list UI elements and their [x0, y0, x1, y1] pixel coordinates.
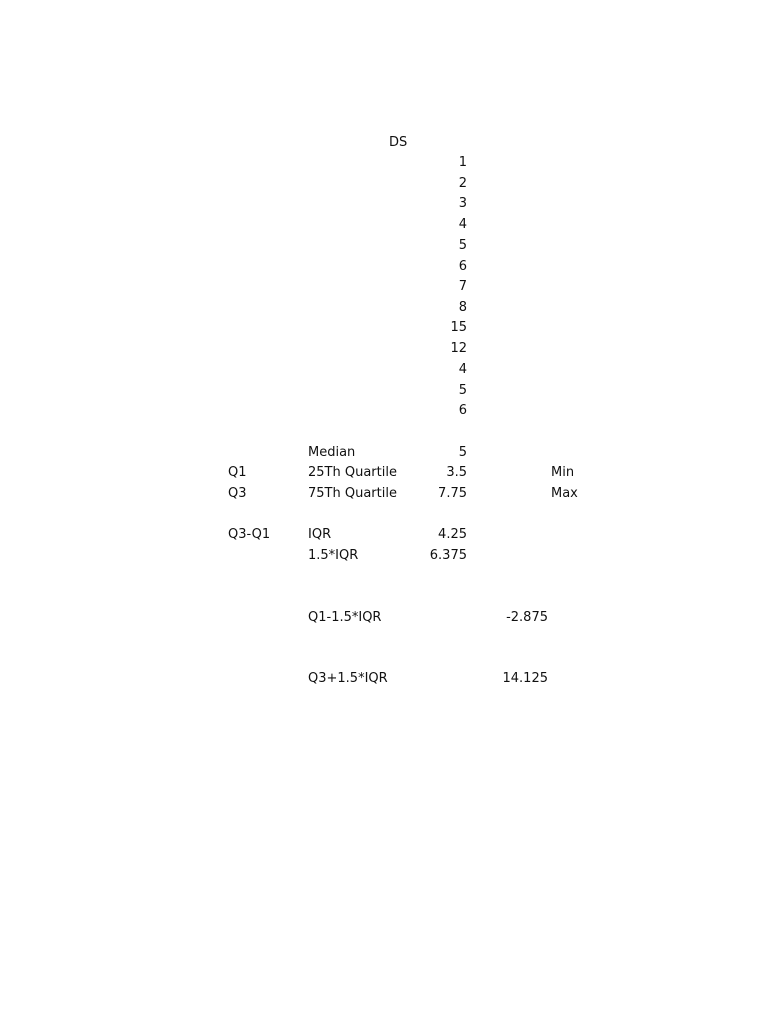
lower-fence-value: -2.875	[506, 610, 548, 625]
data-cell: 7	[458, 279, 467, 294]
iqr15-value: 6.375	[429, 548, 467, 563]
data-row	[0, 236, 768, 256]
q3-short-label: Q3	[228, 486, 247, 501]
data-row	[0, 277, 768, 297]
q3-label: 75Th Quartile	[308, 486, 397, 501]
q1-label: 25Th Quartile	[308, 465, 397, 480]
q1-short-label: Q1	[228, 465, 247, 480]
median-label: Median	[308, 445, 356, 460]
data-row	[0, 257, 768, 277]
q3-row	[0, 484, 768, 504]
data-row	[0, 153, 768, 173]
data-cell: 2	[458, 176, 467, 191]
data-cell: 15	[450, 320, 467, 335]
q1-value: 3.5	[446, 465, 467, 480]
upper-fence-row	[0, 669, 768, 689]
data-row	[0, 174, 768, 194]
data-cell: 5	[458, 238, 467, 253]
q3-value: 7.75	[438, 486, 467, 501]
median-row	[0, 443, 768, 463]
iqr-row	[0, 525, 768, 545]
iqr15-row	[0, 546, 768, 566]
data-row	[0, 194, 768, 214]
header-row	[0, 133, 768, 153]
iqr-short-label: Q3-Q1	[228, 527, 271, 542]
median-value: 5	[458, 445, 467, 460]
iqr-value: 4.25	[438, 527, 467, 542]
data-cell: 6	[458, 259, 467, 274]
data-row	[0, 339, 768, 359]
data-cell: 1	[458, 155, 467, 170]
upper-fence-label: Q3+1.5*IQR	[308, 671, 388, 686]
iqr15-label: 1.5*IQR	[308, 548, 359, 563]
data-row	[0, 360, 768, 380]
data-row	[0, 381, 768, 401]
upper-fence-value: 14.125	[502, 671, 548, 686]
data-cell: 4	[458, 362, 467, 377]
data-cell: 6	[458, 403, 467, 418]
data-cell: 8	[458, 300, 467, 315]
ds-header: DS	[389, 135, 408, 150]
max-label: Max	[551, 486, 578, 501]
lower-fence-row	[0, 608, 768, 628]
min-label: Min	[551, 465, 575, 480]
data-cell: 12	[450, 341, 467, 356]
data-cell: 5	[458, 383, 467, 398]
q1-row	[0, 463, 768, 483]
data-row	[0, 298, 768, 318]
lower-fence-label: Q1-1.5*IQR	[308, 610, 382, 625]
data-row	[0, 215, 768, 235]
data-cell: 4	[458, 217, 467, 232]
data-cell: 3	[458, 196, 467, 211]
data-row	[0, 318, 768, 338]
iqr-label: IQR	[308, 527, 332, 542]
data-row	[0, 401, 768, 421]
